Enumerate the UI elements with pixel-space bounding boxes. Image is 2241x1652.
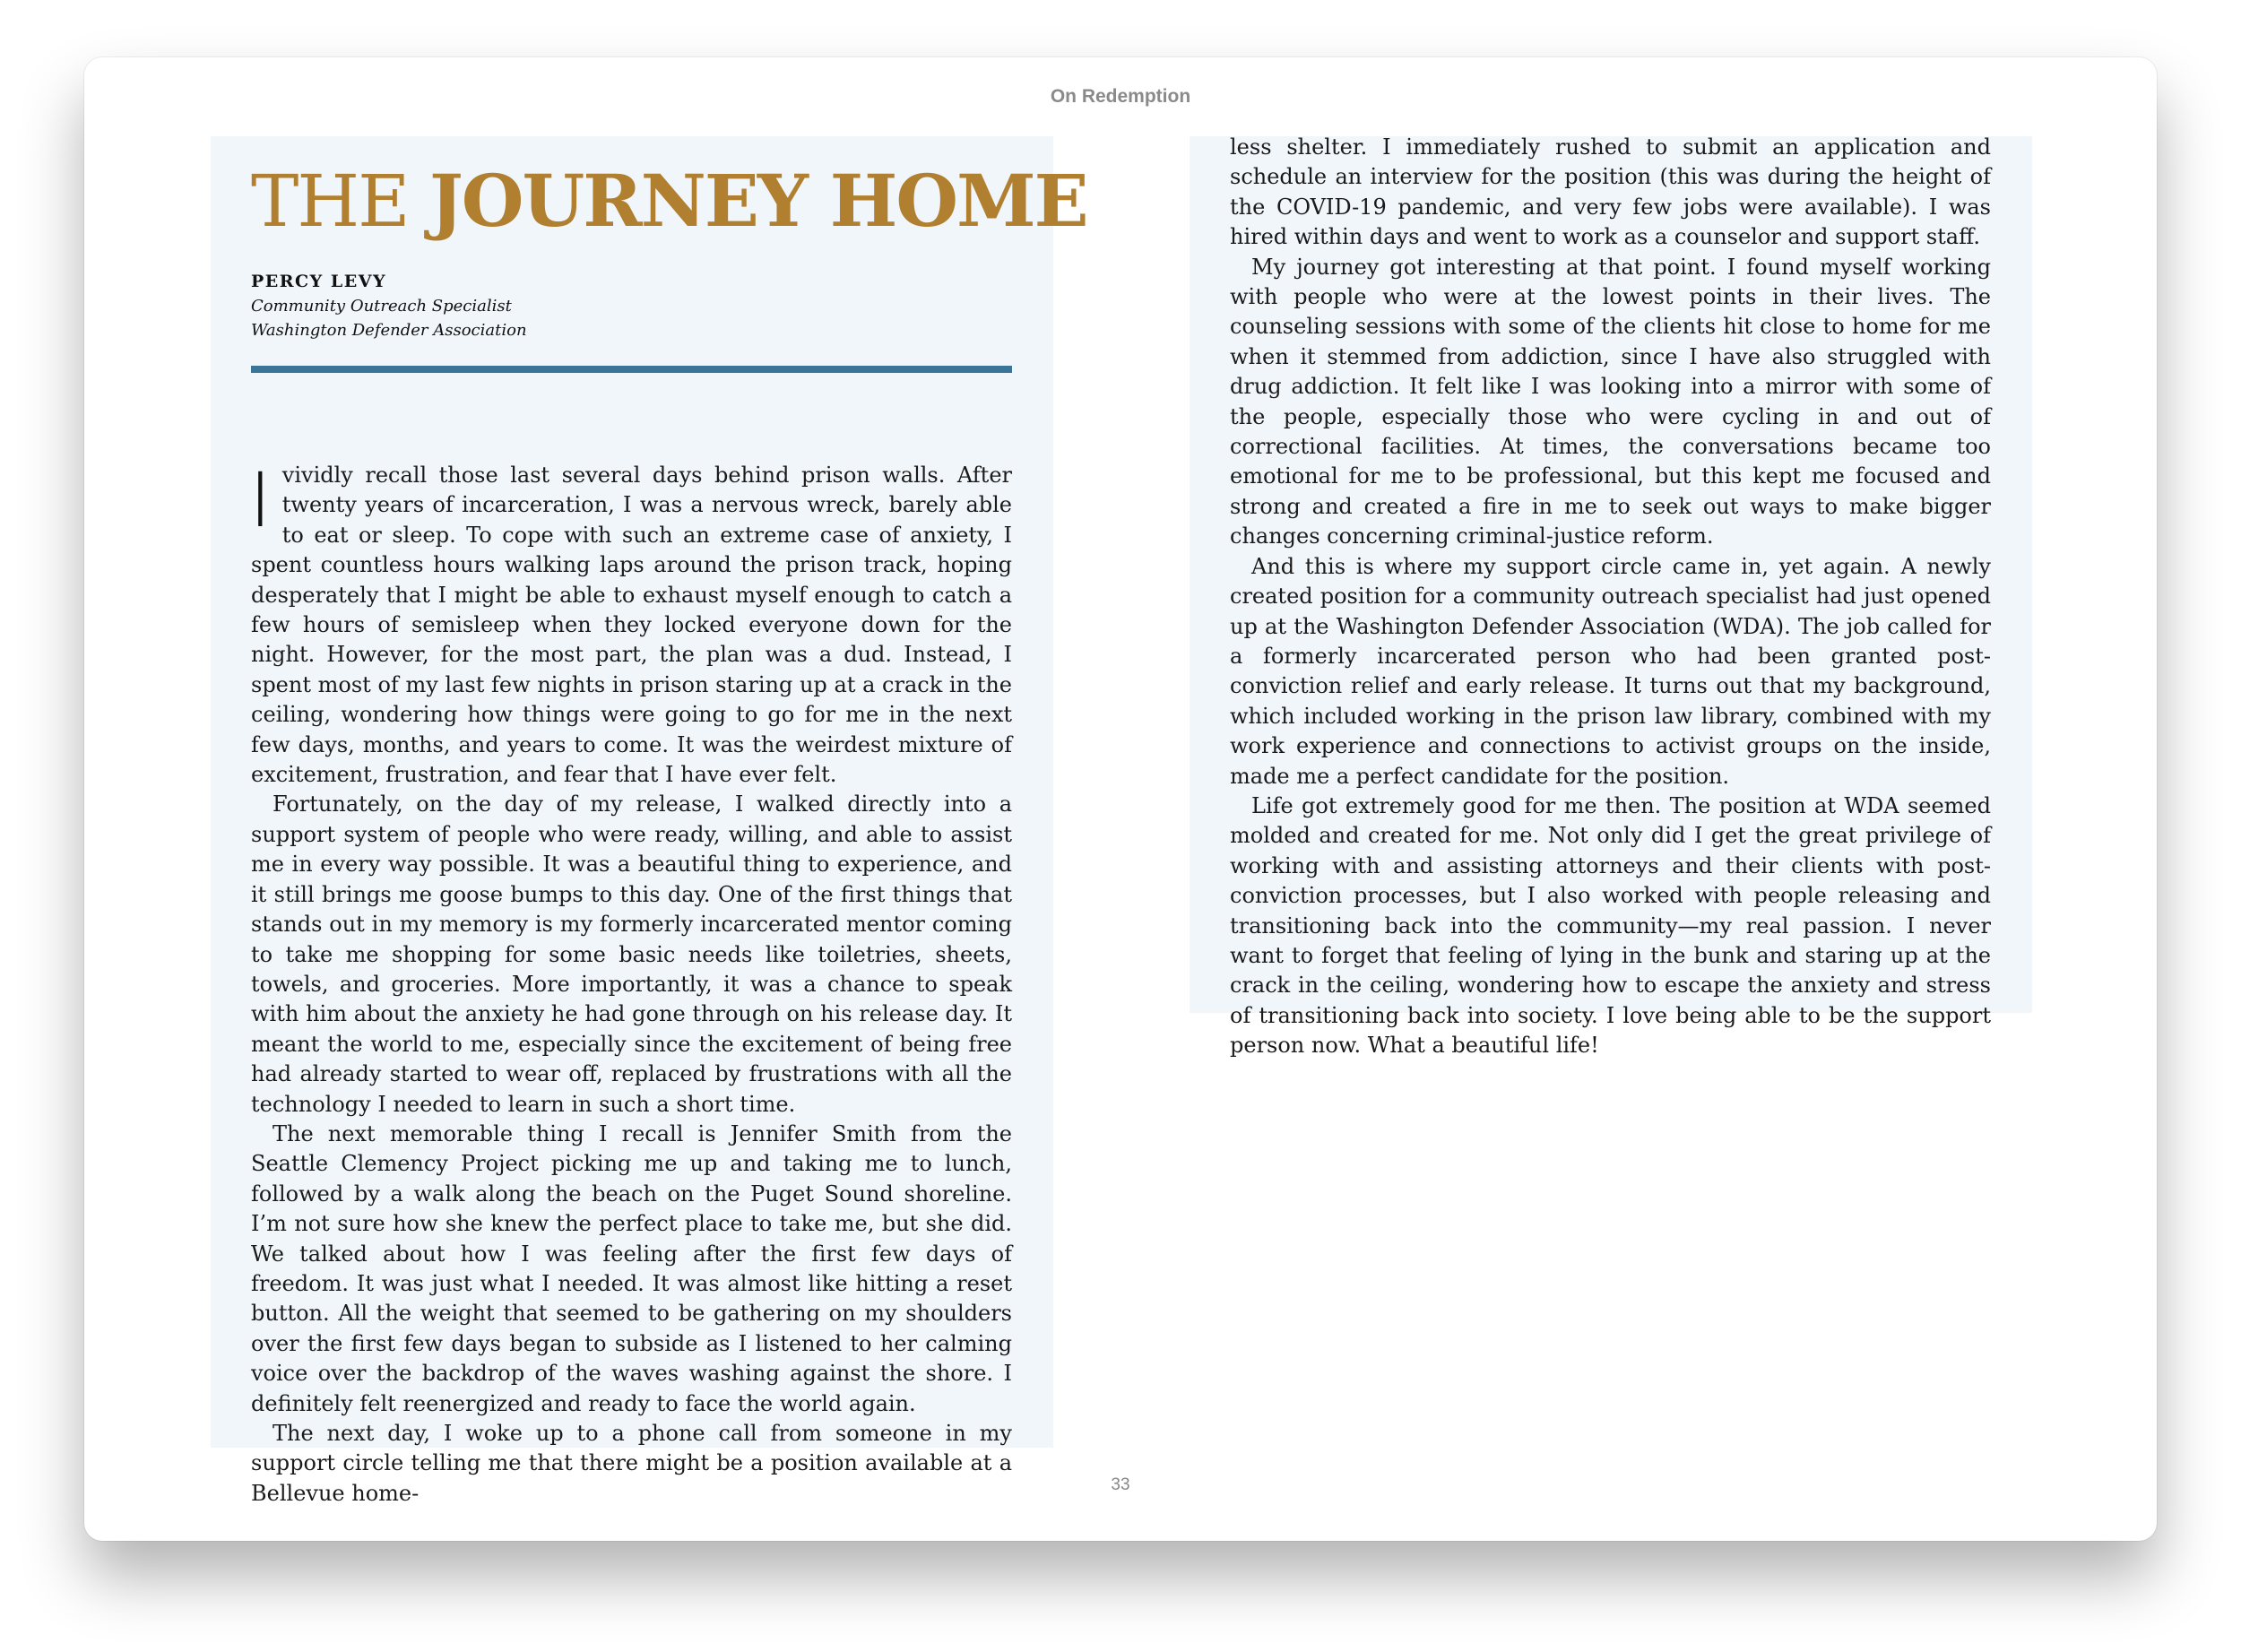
byline xyxy=(251,269,527,342)
drop-cap: I xyxy=(249,456,272,544)
running-head: On Redemption xyxy=(1050,86,1191,107)
paragraph: And this is where my support circle came in, yet again. A newly created position for a community outreach specialist had just opened up at the Washington Defender Association (WDA). The job called for a formerly incarcerated person who had been granted post-conviction relief and early release. It turns out that my background, which included working in the prison law library, combined with my work experience and connections to activist groups on the inside, made me a perfect candidate for the position. xyxy=(1230,553,1991,789)
paragraph xyxy=(249,456,1012,790)
author-role: Community Outreach Specialist xyxy=(251,297,512,316)
left-text-column xyxy=(249,456,1012,1509)
article-title xyxy=(251,159,1087,243)
author-organization: Washington Defender Association xyxy=(251,321,527,340)
paragraph: Life got extremely good for me then. The position at WDA seemed molded and created for me. Not only did I get the great privilege of working with and assisting attorneys and their clients with post-conviction processes, but I also worked with people releasing and transitioning back into the community—my real passion. I never want to forget that feeling of lying in the bunk and staring up at the crack in the ceiling, wondering how to escape the anxiety and stress of transitioning back into society. I love being able to be the support person now. What a beautiful life! xyxy=(1230,792,1991,1059)
paragraph-text: vividly recall those last several days behind prison walls. After twenty years of incarceration, I was a nervous wreck, barely able to eat or sleep. To cope with such an extreme case of anxiety, I spent countless hours walking laps around the prison track, hoping desperately that I might be able to exhaust myself enough to catch a few hours of semisleep when they locked everyone down for the night. However, for the most part, the plan was a dud. Instead, I spent most of my last few nights in prison staring up at a crack in the ceiling, wondering how things were going to go for me in the next few days, months, and years to come. It was the weirdest mixture of excitement, frustration, and fear that I have ever felt. xyxy=(251,463,1012,788)
title-prefix: THE xyxy=(251,160,429,243)
title-divider xyxy=(251,366,1012,373)
paragraph: less shelter. I immediately rushed to submit an application and schedule an interview for the position (this was during the height of the COVID-19 pandemic, and very few jobs were available). I was hired within days and went to work as a counselor and support staff. xyxy=(1230,134,1991,250)
paragraph: Fortunately, on the day of my release, I walked directly into a support system of people who were ready, willing, and able to assist me in every way possible. It was a beautiful thing to experience, and it still brings me goose bumps to this day. One of the first things that stands out in my memory is my formerly incarcerated mentor coming to take me shopping for some basic needs like toiletries, sheets, towels, and groceries. More importantly, it was a chance to speak with him about the anxiety he had gone through on his release day. It meant the world to me, especially since the excitement of being free had already started to wear off, replaced by frustrations with all the technology I needed to learn in such a short time. xyxy=(251,791,1012,1117)
author-name: PERCY LEVY xyxy=(251,272,387,291)
paragraph: The next day, I woke up to a phone call from someone in my support circle telling me that there might be a position available at a Bellevue home- xyxy=(251,1421,1012,1506)
reader-window xyxy=(84,57,2157,1541)
paragraph: My journey got interesting at that point. I found myself working with people who were at the lowest points in their lives. The counseling sessions with some of the clients hit close to home for me when it stemmed from addiction, since I have also struggled with drug addiction. It felt like I was looking into a mirror with some of the people, especially those who were cycling in and out of correctional facilities. At times, the conversations became too emotional for me to be professional, but this kept me focused and strong and created a fire in me to seek out ways to make bigger changes concerning criminal-justice reform. xyxy=(1230,254,1991,549)
right-text-column xyxy=(1230,133,1991,1061)
page-number: 33 xyxy=(1111,1475,1130,1494)
title-main: JOURNEY HOME xyxy=(428,159,1087,243)
paragraph: The next memorable thing I recall is Jennifer Smith from the Seattle Clemency Project picking me up and taking me to lunch, followed by a walk along the beach on the Puget Sound shoreline. I’m not sure how she knew the perfect place to take me, but she did. We talked about how I was feeling after the first few days of freedom. It was just what I needed. It was almost like hitting a reset button. All the weight that seemed to be gathering on my shoulders over the first few days began to subside as I listened to her calming voice over the backdrop of the waves washing against the shore. I definitely felt reenergized and ready to face the world again. xyxy=(251,1120,1012,1416)
